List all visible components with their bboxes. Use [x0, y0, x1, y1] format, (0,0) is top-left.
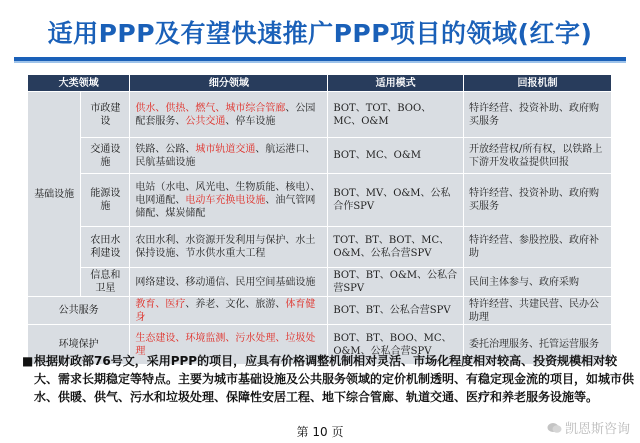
subdomain-cell: [130, 297, 328, 325]
category-cell: 公共服务: [28, 297, 130, 325]
subcategory-cell: 市政建设: [81, 92, 130, 138]
highlighted-text: 城市轨道交通: [195, 143, 256, 155]
header-category: 大类领域: [28, 75, 130, 92]
subdomain-cell: [130, 174, 328, 227]
mode-cell: BOT、MC、O&M: [328, 138, 464, 174]
mode-cell: BOT、MV、O&M、公私合作SPV: [328, 174, 464, 227]
mode-cell: BOT、TOT、BOO、MC、O&M: [328, 92, 464, 138]
header-return: 回报机制: [464, 75, 612, 92]
table-row: [28, 227, 612, 268]
subdomain-cell: [130, 138, 328, 174]
chat-bubble-icon: [547, 422, 562, 434]
return-cell: 民间主体参与、政府采购: [464, 268, 612, 297]
mode-cell: BOT、BT、公私合营SPV: [328, 297, 464, 325]
return-cell: 特许经营、参股控股、政府补助: [464, 227, 612, 268]
return-cell: 开放经营权/所有权，以铁路上下游开发收益提供回报: [464, 138, 612, 174]
return-cell: 特许经营、投资补助、政府购买服务: [464, 174, 612, 227]
subcategory-cell: 农田水利建设: [81, 227, 130, 268]
subdomain-cell: [130, 227, 328, 268]
subdomain-text: 、航运港口、民航基础设施: [135, 143, 316, 168]
policy-note: [22, 352, 634, 406]
mode-cell: BOT、BT、BOO、MC、O&M、公私合营SPV: [328, 325, 464, 365]
table-row: [28, 92, 612, 138]
policy-note-text: 根据财政部76号文，采用PPP的项目，应具有价格调整机制相对灵活、市场化程度相对较高、投资规模相对较大、需求长期稳定等特点。主要为城市基础设施及公共服务领域的定价机制透明、有稳定现金流的项目，如城市供水、供暖、供气、污水和垃圾处理、保障性安居工程、地下综合管廊、轨道交通、医疗和养老服务设施等。: [34, 354, 635, 404]
subdomain-cell: [130, 268, 328, 297]
highlighted-text: 供水、供热、燃气、城市综合管廊: [135, 102, 286, 114]
table-row: [28, 268, 612, 297]
subdomain-text: 、油气管网储配、煤炭储配: [135, 194, 316, 219]
category-cell: 基础设施: [28, 92, 81, 297]
mode-cell: TOT、BT、BOT、MC、O&M、公私合营SPV: [328, 227, 464, 268]
highlighted-text: 体育健身: [135, 298, 316, 323]
subdomain-text: 农田水利、水资源开发利用与保护、水土保持设施、节水供水重大工程: [135, 235, 316, 259]
subdomain-text: 铁路、公路、: [135, 143, 196, 155]
highlighted-text: 生态建设、环境监测、污水处理、垃圾处理: [135, 332, 316, 357]
ppp-domain-table: [27, 74, 612, 365]
header-subdomain: 细分领域: [130, 75, 328, 92]
return-cell: 委托治理服务、托管运营服务: [464, 325, 612, 365]
table-row: [28, 297, 612, 325]
subcategory-cell: 交通设施: [81, 138, 130, 174]
highlighted-text: 教育、医疗: [135, 298, 186, 310]
subdomain-text: 、养老、文化、旅游、: [185, 298, 286, 310]
table-row: [28, 138, 612, 174]
subdomain-cell: [130, 92, 328, 138]
subcategory-cell: 信息和卫星: [81, 268, 130, 297]
watermark: [547, 418, 630, 437]
highlighted-text: 电动车充换电设施: [185, 194, 266, 206]
mode-cell: BOT、BT、O&M、公私合营SPV: [328, 268, 464, 297]
table-row: [28, 174, 612, 227]
page-number: 第 10 页: [296, 425, 344, 439]
subdomain-text: 电站（水电、风光电、生物质能、核电）、电网通配、: [135, 181, 321, 206]
title-divider: [14, 57, 626, 63]
slide-title: 适用PPP及有望快速推广PPP项目的领域(红字): [47, 19, 593, 48]
subdomain-text: 网络建设、移动通信、民用空间基础设施: [135, 276, 316, 288]
highlighted-text: 公共交通: [185, 115, 226, 127]
subdomain-text: 、公园配套服务、: [135, 102, 316, 127]
watermark-text: 凯恩斯咨询: [564, 422, 630, 437]
square-bullet-icon: ■: [22, 354, 34, 368]
header-mode: 适用模式: [328, 75, 464, 92]
return-cell: 特许经营、共建民营、民办公助理: [464, 297, 612, 325]
subdomain-text: 、停车设施: [225, 115, 276, 127]
return-cell: 特许经营、投资补助、政府购买服务: [464, 92, 612, 138]
subcategory-cell: 能源设施: [81, 174, 130, 227]
category-cell: 环境保护: [28, 325, 130, 365]
